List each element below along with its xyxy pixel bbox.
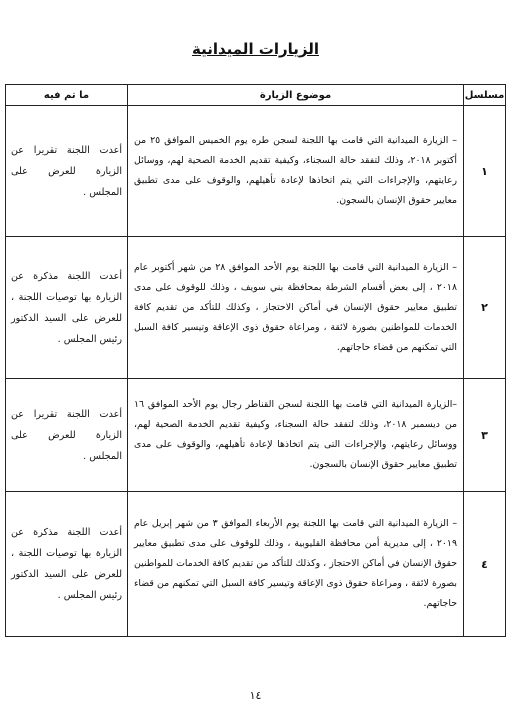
row-serial: ١ [464, 106, 506, 237]
table-header-row [6, 85, 506, 106]
row-done: أعدت اللجنة تقريرا عن الزيارة للعرض على المجلس . [6, 379, 128, 492]
header-done: ما تم فيه [6, 85, 128, 106]
table-row [6, 492, 506, 637]
row-topic: – الزيارة الميدانية التي قامت بها اللجنة يوم الأحد الموافق ٢٨ من شهر أكتوبر عام ٢٠١٨ ، إلى بعض أقسام الشرطة بمحافظة بني سويف ، وذلك للوقوف على مدى تطبيق معايير حقوق الإنسان في أماكن الاحتجاز ، وكذلك للتأكد من تقديم كافة الخدمات للمواطنين بصورة لائقة ، ومراعاة حقوق ذوى الإعاقة وتيسير كافة السبل التي تمكنهم من قضاء حاجاتهم. [128, 237, 464, 379]
row-done: أعدت اللجنة مذكرة عن الزيارة بها توصيات اللجنة ، للعرض على السيد الدكتور رئيس المجلس . [6, 237, 128, 379]
header-serial: مسلسل [464, 85, 506, 106]
header-topic: موضوع الزيارة [128, 85, 464, 106]
row-serial: ٤ [464, 492, 506, 637]
row-topic: – الزيارة الميدانية التي قامت بها اللجنة لسجن طره يوم الخميس الموافق ٢٥ من أكتوبر ٢٠١٨، وذلك لتفقد حالة السجناء، وكيفية تقديم الخدمة الصحية لهم، ووسائل رعايتهم، والإجراءات التي يتم اتخاذها لإعادة تأهيلهم، والوقوف على مدى تطبيق معايير حقوق الإنسان بالسجون. [128, 106, 464, 237]
row-done: أعدت اللجنة مذكرة عن الزيارة بها توصيات اللجنة ، للعرض على السيد الدكتور رئيس المجلس . [6, 492, 128, 637]
table-row [6, 379, 506, 492]
row-done: أعدت اللجنة تقريرا عن الزيارة للعرض على المجلس . [6, 106, 128, 237]
row-topic: – الزيارة الميدانية التي قامت بها اللجنة يوم الأربعاء الموافق ٣ من شهر إبريل عام ٢٠١٩ ، إلى مديرية أمن محافظة القليوبية ، وذلك للوقوف على مدى تطبيق معايير حقوق الإنسان في أماكن الاحتجاز ، وكذلك للتأكد من تقديم كافة الخدمات للمواطنين بصورة لائقة ، ومراعاة حقوق ذوى الإعاقة وتيسير كافة السبل التي تمكنهم من قضاء حاجاتهم. [128, 492, 464, 637]
row-serial: ٢ [464, 237, 506, 379]
row-serial: ٣ [464, 379, 506, 492]
page-number: ١٤ [249, 689, 262, 702]
field-visits-table [5, 84, 506, 637]
table-row [6, 106, 506, 237]
page-title: الزيارات الميدانية [191, 40, 320, 58]
row-topic: –الزيارة الميدانية التي قامت بها اللجنة لسجن القناطر رجال يوم الأحد الموافق ١٦ من ديسمبر ٢٠١٨، وذلك لتفقد حالة السجناء، وكيفية تقديم الخدمة الصحية لهم، ووسائل رعايتهم، والإجراءات التى يتم اتخاذها لإعادة تأهيلهم، والوقوف على مدى تطبيق معايير حقوق الإنسان بالسجون. [128, 379, 464, 492]
table-row [6, 237, 506, 379]
